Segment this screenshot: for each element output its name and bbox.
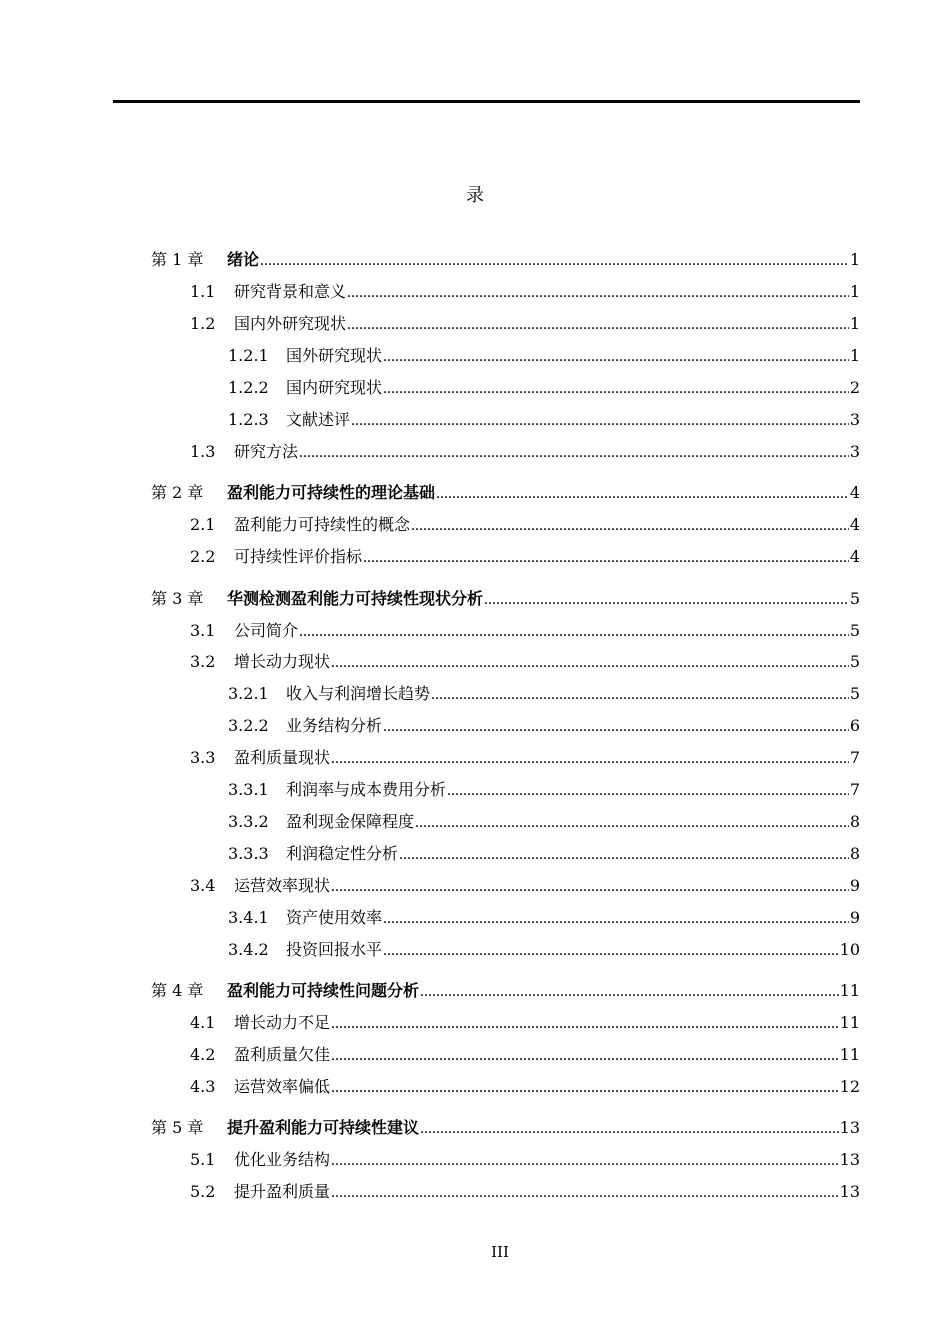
toc-entry-label: 提升盈利能力可持续性建议 (227, 1118, 420, 1137)
toc-entry-label: 优化业务结构 (234, 1150, 331, 1169)
dot-leader (331, 875, 849, 899)
toc-entry-page: 5 (849, 684, 860, 703)
toc-entry-number: 3.4.1 (228, 908, 269, 927)
toc-entry-number: 2.2 (190, 547, 216, 566)
toc-entry-page: 13 (839, 1182, 860, 1201)
toc-entry-label: 研究方法 (234, 442, 299, 461)
dot-leader (484, 588, 849, 612)
toc-entry-label: 增长动力不足 (234, 1013, 331, 1032)
toc-entry-page: 11 (839, 981, 860, 1000)
toc-entry-number: 第 3 章 (151, 589, 204, 608)
toc-entry-label: 研究背景和意义 (234, 282, 347, 301)
toc-entry-label: 利润率与成本费用分析 (286, 780, 447, 799)
toc-entry-label: 业务结构分析 (286, 716, 383, 735)
dot-leader (347, 313, 849, 337)
toc-entry-label: 盈利质量现状 (234, 748, 331, 767)
toc-entry-label: 文献述评 (286, 410, 351, 429)
toc-entry-page: 8 (849, 844, 860, 863)
toc-entry-level-1[interactable] (151, 1116, 860, 1140)
toc-entry-number: 4.2 (190, 1045, 216, 1064)
toc-entry-page: 11 (839, 1045, 860, 1064)
toc-entry-level-2[interactable] (190, 312, 860, 336)
toc-entry-number: 第 2 章 (151, 483, 204, 502)
toc-entry-level-2[interactable] (190, 280, 860, 304)
dot-leader (383, 715, 849, 739)
toc-entry-number: 第 1 章 (151, 250, 204, 269)
toc-entry-level-3[interactable] (228, 408, 860, 432)
toc-entry-page: 1 (849, 346, 860, 365)
toc-entry-level-1[interactable] (151, 248, 860, 272)
toc-entry-level-2[interactable] (190, 1148, 860, 1172)
toc-entry-page: 11 (839, 1013, 860, 1032)
toc-entry-level-2[interactable] (190, 440, 860, 464)
toc-entry-page: 1 (849, 282, 860, 301)
dot-leader (347, 281, 849, 305)
toc-entry-number: 1.2.3 (228, 410, 269, 429)
toc-entry-label: 利润稳定性分析 (286, 844, 399, 863)
toc-entry-number: 3.2.1 (228, 684, 269, 703)
toc-entry-page: 1 (849, 314, 860, 333)
toc-entry-number: 5.2 (190, 1182, 216, 1201)
toc-entry-number: 3.2.2 (228, 716, 269, 735)
toc-entry-page: 4 (849, 547, 860, 566)
toc-entry-number: 1.2.1 (228, 346, 269, 365)
dot-leader (331, 747, 849, 771)
toc-entry-number: 4.1 (190, 1013, 216, 1032)
toc-entry-page: 4 (849, 515, 860, 534)
toc-entry-number: 3.2 (190, 652, 216, 671)
dot-leader (383, 377, 849, 401)
toc-entry-page: 3 (849, 442, 860, 461)
dot-leader (331, 1044, 839, 1068)
toc-entry-number: 5.1 (190, 1150, 216, 1169)
toc-entry-page: 7 (849, 780, 860, 799)
toc-entry-number: 3.3.2 (228, 812, 269, 831)
dot-leader (420, 1117, 839, 1141)
toc-entry-label: 收入与利润增长趋势 (286, 684, 431, 703)
toc-entry-label: 国外研究现状 (286, 346, 383, 365)
dot-leader (331, 651, 849, 675)
toc-entry-level-3[interactable] (228, 376, 860, 400)
dot-leader (415, 811, 849, 835)
toc-entry-page: 6 (849, 716, 860, 735)
dot-leader (363, 546, 849, 570)
toc-entry-page: 9 (849, 876, 860, 895)
toc-entry-number: 2.1 (190, 515, 216, 534)
toc-entry-number: 3.3.1 (228, 780, 269, 799)
dot-leader (299, 441, 849, 465)
toc-entry-label: 运营效率偏低 (234, 1077, 331, 1096)
dot-leader (331, 1181, 839, 1205)
toc-entry-label: 盈利现金保障程度 (286, 812, 415, 831)
toc-entry-page: 5 (849, 589, 860, 608)
toc-entry-level-3[interactable] (228, 778, 860, 802)
dot-leader (420, 980, 839, 1004)
toc-entry-level-3[interactable] (228, 842, 860, 866)
dot-leader (383, 345, 849, 369)
toc-entry-level-1[interactable] (151, 979, 860, 1003)
toc-entry-number: 3.4 (190, 876, 216, 895)
toc-entry-label: 资产使用效率 (286, 908, 383, 927)
toc-entry-page: 12 (839, 1077, 860, 1096)
toc-entry-number: 1.3 (190, 442, 216, 461)
dot-leader (447, 779, 849, 803)
toc-entry-page: 3 (849, 410, 860, 429)
toc-entry-number: 3.3 (190, 748, 216, 767)
toc-entry-label: 绪论 (227, 250, 260, 269)
toc-entry-number: 1.2 (190, 314, 216, 333)
dot-leader (351, 409, 849, 433)
toc-entry-number: 4.3 (190, 1077, 216, 1096)
toc-entry-page: 13 (839, 1118, 860, 1137)
toc-entry-level-2[interactable] (190, 1043, 860, 1067)
toc-entry-level-2[interactable] (190, 874, 860, 898)
toc-entry-level-3[interactable] (228, 682, 860, 706)
toc-entry-number: 1.1 (190, 282, 216, 301)
dot-leader (299, 620, 849, 644)
toc-entry-level-3[interactable] (228, 810, 860, 834)
dot-leader (431, 683, 849, 707)
toc-entry-page: 5 (849, 621, 860, 640)
toc-entry-level-2[interactable] (190, 746, 860, 770)
toc-entry-number: 第 5 章 (151, 1118, 204, 1137)
dot-leader (383, 907, 849, 931)
toc-entry-label: 运营效率现状 (234, 876, 331, 895)
toc-entry-label: 国内研究现状 (286, 378, 383, 397)
toc-entry-number: 3.3.3 (228, 844, 269, 863)
dot-leader (383, 939, 839, 963)
toc-entry-label: 盈利能力可持续性的概念 (234, 515, 411, 534)
toc-entry-level-2[interactable] (190, 545, 860, 569)
toc-entry-label: 可持续性评价指标 (234, 547, 363, 566)
toc-entry-level-2[interactable] (190, 1075, 860, 1099)
toc-entry-level-3[interactable] (228, 344, 860, 368)
dot-leader (436, 482, 849, 506)
toc-entry-page: 10 (839, 940, 860, 959)
toc-entry-label: 盈利能力可持续性问题分析 (227, 981, 420, 1000)
toc-entry-number: 1.2.2 (228, 378, 269, 397)
dot-leader (399, 843, 849, 867)
header-rule (113, 100, 860, 103)
toc-entry-level-2[interactable] (190, 650, 860, 674)
toc-entry-level-3[interactable] (228, 906, 860, 930)
toc-entry-number: 3.4.2 (228, 940, 269, 959)
toc-entry-level-2[interactable] (190, 619, 860, 643)
dot-leader (331, 1076, 839, 1100)
toc-entry-level-2[interactable] (190, 513, 860, 537)
toc-entry-label: 华测检测盈利能力可持续性现状分析 (227, 589, 484, 608)
toc-entry-page: 5 (849, 652, 860, 671)
toc-entry-page: 9 (849, 908, 860, 927)
toc-entry-page: 13 (839, 1150, 860, 1169)
toc-entry-label: 公司简介 (234, 621, 299, 640)
toc-entry-label: 提升盈利质量 (234, 1182, 331, 1201)
toc-entry-number: 第 4 章 (151, 981, 204, 1000)
toc-entry-label: 盈利能力可持续性的理论基础 (227, 483, 436, 502)
toc-entry-level-1[interactable] (151, 481, 860, 505)
toc-entry-label: 盈利质量欠佳 (234, 1045, 331, 1064)
toc-entry-page: 2 (849, 378, 860, 397)
toc-entry-number: 3.1 (190, 621, 216, 640)
toc-entry-level-1[interactable] (151, 587, 860, 611)
toc-entry-level-2[interactable] (190, 1180, 860, 1204)
toc-entry-level-3[interactable] (228, 938, 860, 962)
page-number: III (491, 1243, 509, 1261)
toc-title: 录 (466, 185, 484, 206)
dot-leader (331, 1012, 839, 1036)
dot-leader (411, 514, 849, 538)
toc-entry-label: 增长动力现状 (234, 652, 331, 671)
toc-entry-level-2[interactable] (190, 1011, 860, 1035)
toc-entry-page: 7 (849, 748, 860, 767)
toc-entry-page: 4 (849, 483, 860, 502)
dot-leader (331, 1149, 839, 1173)
toc-entry-label: 国内外研究现状 (234, 314, 347, 333)
dot-leader (260, 249, 849, 273)
toc-entry-level-3[interactable] (228, 714, 860, 738)
toc-entry-page: 8 (849, 812, 860, 831)
toc-entry-page: 1 (849, 250, 860, 269)
toc-entry-label: 投资回报水平 (286, 940, 383, 959)
